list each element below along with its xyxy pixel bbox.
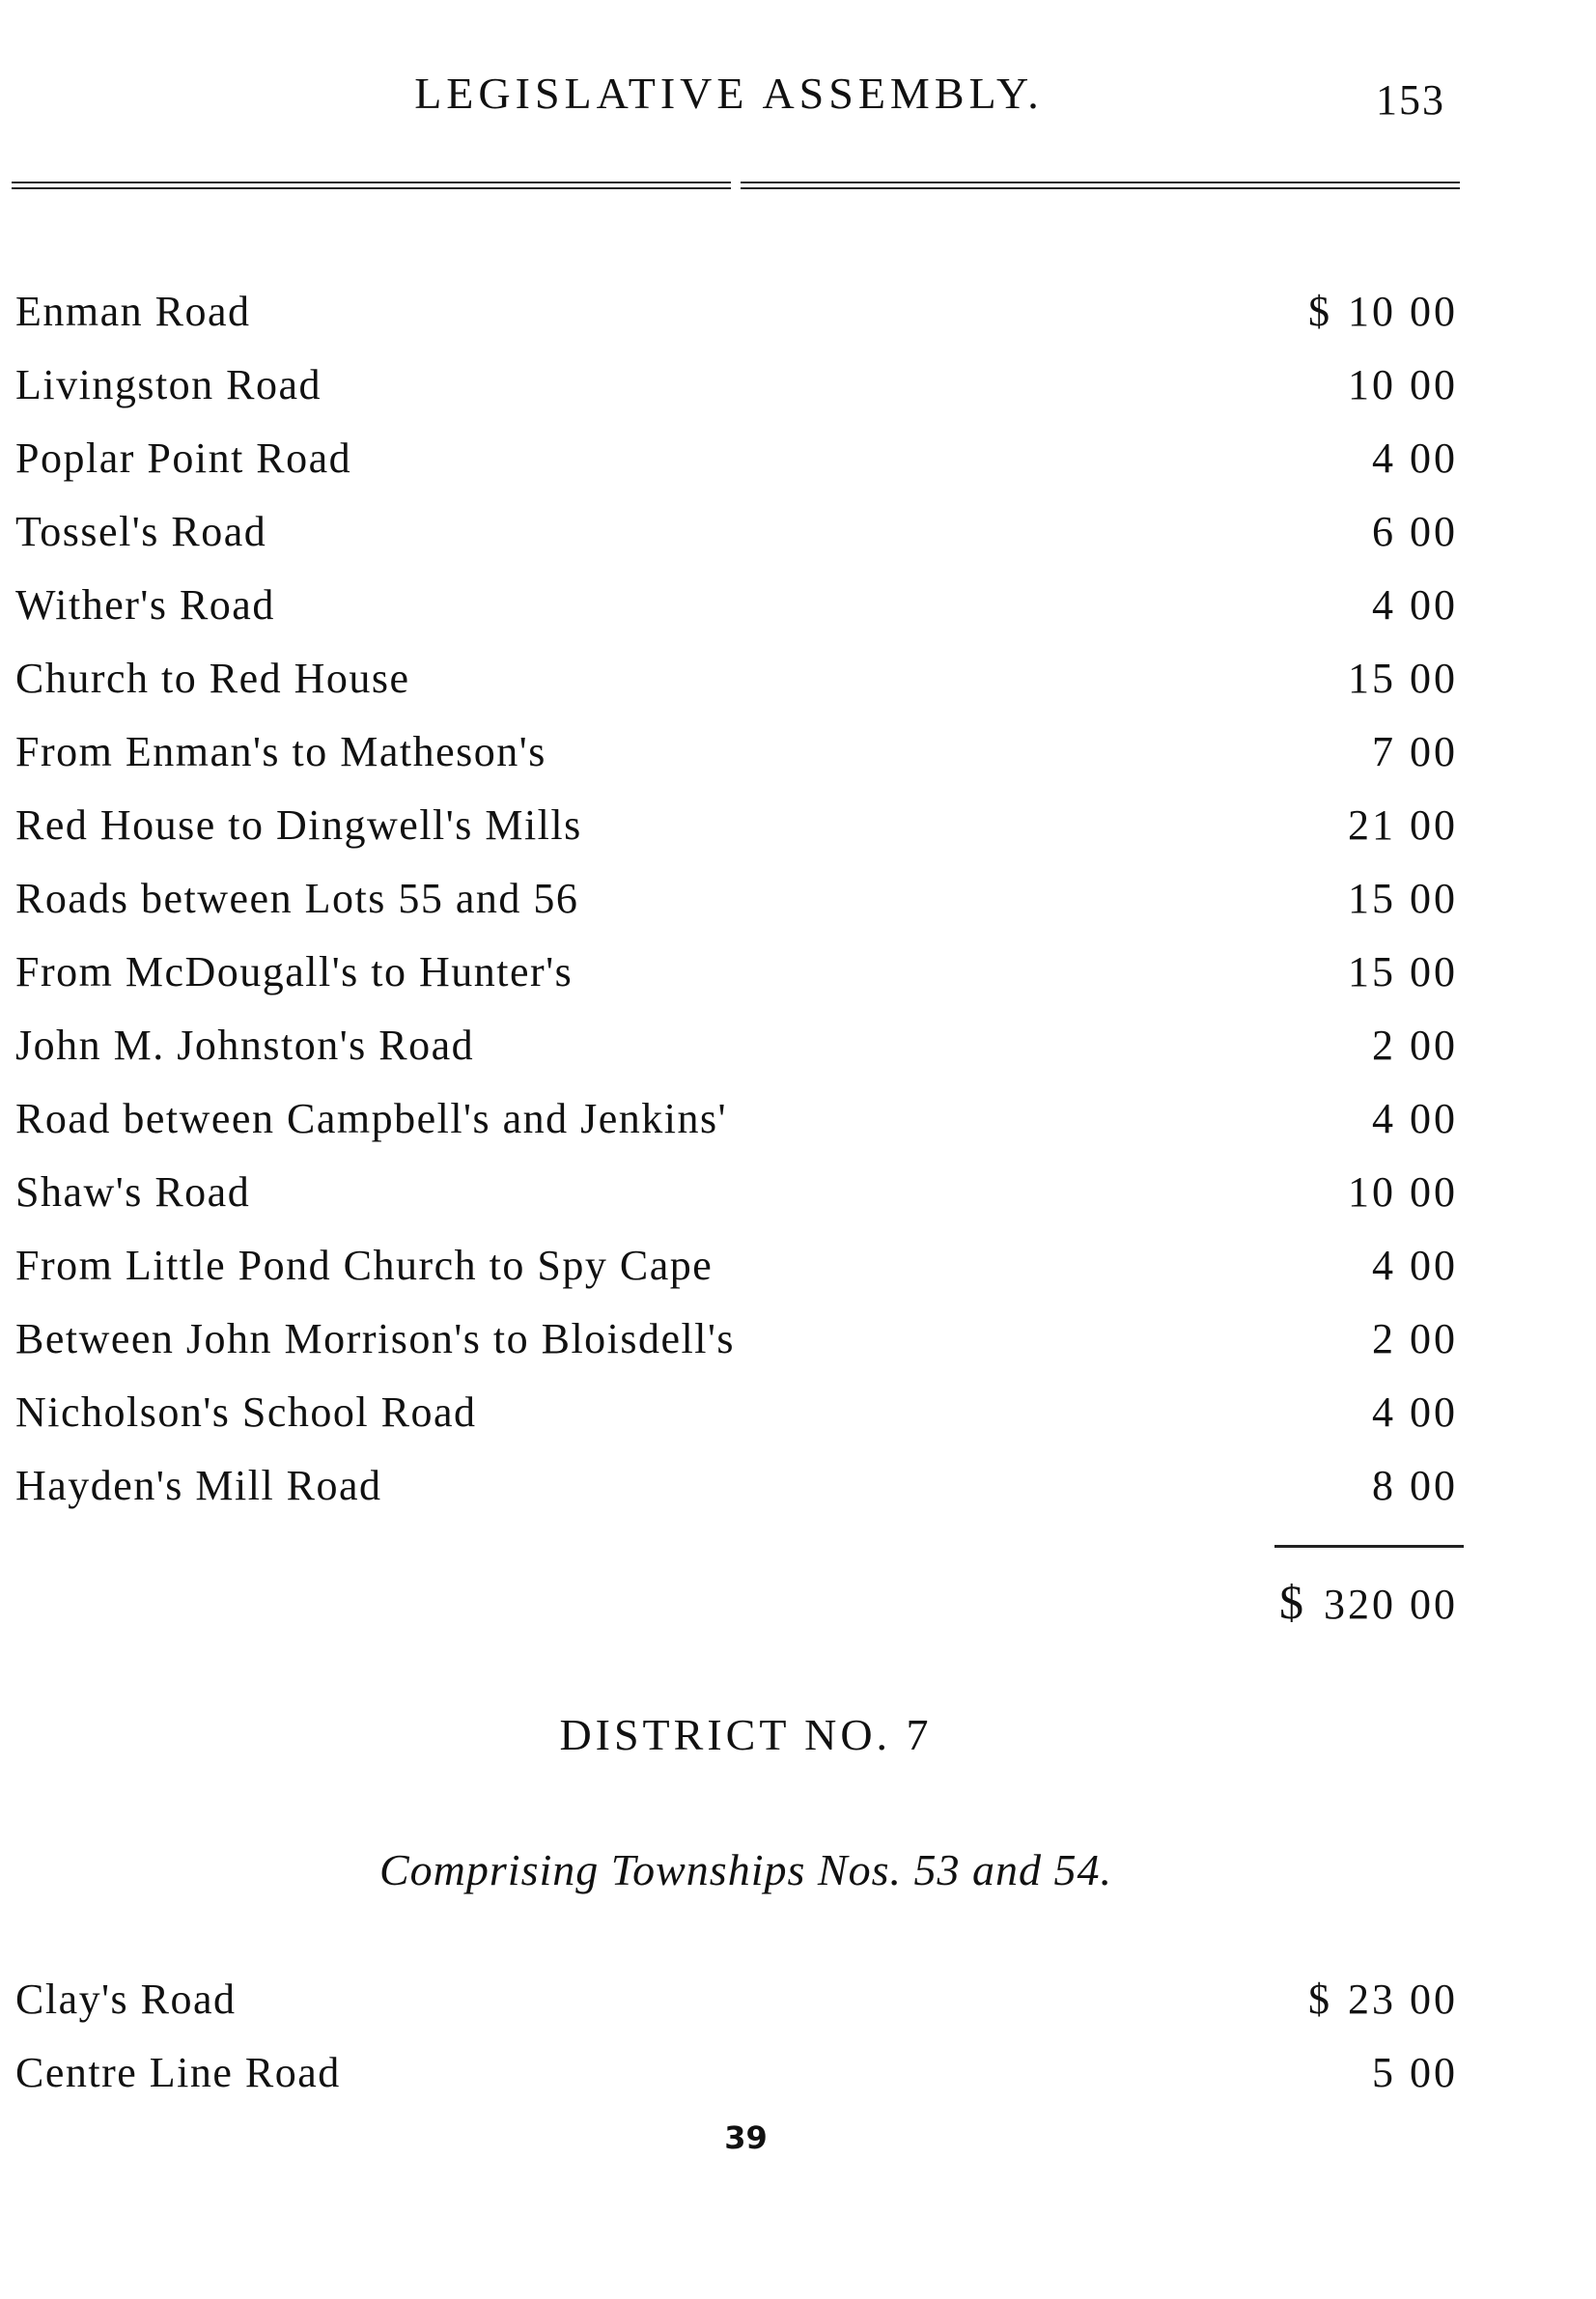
list-item xyxy=(0,1975,1596,2048)
entry-amount: 10 00 xyxy=(1348,1168,1458,1216)
total-rule xyxy=(1274,1545,1464,1548)
list-item xyxy=(0,507,1596,580)
entry-amount: 4 00 xyxy=(1372,1095,1458,1142)
list-item xyxy=(0,874,1596,947)
entry-amount: 10 00 xyxy=(1348,361,1458,408)
list-item xyxy=(0,654,1596,727)
header-rule-break xyxy=(731,177,741,192)
entry-amount: 4 00 xyxy=(1372,435,1458,482)
entry-label: Red House to Dingwell's Mills xyxy=(15,801,582,849)
entry-amount xyxy=(1308,1975,1458,2024)
section2-entries xyxy=(0,1975,1596,2121)
entry-amount: 4 00 xyxy=(1372,1388,1458,1436)
list-item xyxy=(0,360,1596,434)
entry-amount: 8 00 xyxy=(1372,1462,1458,1509)
list-item xyxy=(0,947,1596,1021)
entry-amount: 4 00 xyxy=(1372,581,1458,629)
amount-value: 23 00 xyxy=(1348,1976,1458,2023)
entry-label: Nicholson's School Road xyxy=(15,1388,477,1436)
list-item xyxy=(0,1167,1596,1241)
signature-mark: 39 xyxy=(724,2119,768,2156)
entry-amount: 2 00 xyxy=(1372,1315,1458,1362)
list-item xyxy=(0,1314,1596,1388)
list-item xyxy=(0,1461,1596,1534)
total-amount: 320 00 xyxy=(1324,1581,1458,1628)
list-item xyxy=(0,1094,1596,1167)
page-header xyxy=(0,68,1596,135)
entry-label: Tossel's Road xyxy=(15,508,267,555)
amount-value: 10 00 xyxy=(1348,288,1458,335)
section1-total xyxy=(1279,1574,1458,1630)
currency-sign: $ xyxy=(1308,1976,1332,2023)
list-item xyxy=(0,727,1596,800)
page-number: 153 xyxy=(1376,76,1445,124)
district-subtitle: Comprising Townships Nos. 53 and 54. xyxy=(379,1845,1112,1894)
list-item xyxy=(0,287,1596,360)
entry-label: Livingston Road xyxy=(15,361,322,408)
list-item xyxy=(0,2048,1596,2121)
entry-amount: 15 00 xyxy=(1348,948,1458,995)
currency-sign: $ xyxy=(1308,288,1332,335)
entry-label: From McDougall's to Hunter's xyxy=(15,948,574,995)
section1-entries xyxy=(0,287,1596,1534)
entry-label: John M. Johnston's Road xyxy=(15,1022,475,1069)
list-item xyxy=(0,580,1596,654)
entry-label: From Little Pond Church to Spy Cape xyxy=(15,1242,714,1289)
currency-sign: $ xyxy=(1279,1575,1306,1629)
entry-amount xyxy=(1308,287,1458,336)
list-item xyxy=(0,1241,1596,1314)
entry-amount: 15 00 xyxy=(1348,875,1458,922)
list-item xyxy=(0,1021,1596,1094)
entry-label: Between John Morrison's to Bloisdell's xyxy=(15,1315,736,1362)
entry-amount: 21 00 xyxy=(1348,801,1458,849)
district-title: DISTRICT NO. 7 xyxy=(559,1710,933,1759)
entry-amount: 4 00 xyxy=(1372,1242,1458,1289)
entry-label: Wither's Road xyxy=(15,581,275,629)
list-item xyxy=(0,800,1596,874)
list-item xyxy=(0,1388,1596,1461)
entry-label: Clay's Road xyxy=(15,1976,237,2023)
entry-amount: 2 00 xyxy=(1372,1022,1458,1069)
entry-amount: 15 00 xyxy=(1348,655,1458,702)
entry-label: Hayden's Mill Road xyxy=(15,1462,382,1509)
list-item xyxy=(0,434,1596,507)
entry-label: Roads between Lots 55 and 56 xyxy=(15,875,579,922)
entry-label: Road between Campbell's and Jenkins' xyxy=(15,1095,728,1142)
entry-amount: 6 00 xyxy=(1372,508,1458,555)
entry-label: Church to Red House xyxy=(15,655,410,702)
entry-label: From Enman's to Matheson's xyxy=(15,728,546,775)
running-head: LEGISLATIVE ASSEMBLY. xyxy=(414,69,1044,118)
entry-amount: 5 00 xyxy=(1372,2049,1458,2096)
entry-label: Centre Line Road xyxy=(15,2049,341,2096)
entry-amount: 7 00 xyxy=(1372,728,1458,775)
entry-label: Shaw's Road xyxy=(15,1168,251,1216)
entry-label: Enman Road xyxy=(15,288,251,335)
entry-label: Poplar Point Road xyxy=(15,435,352,482)
